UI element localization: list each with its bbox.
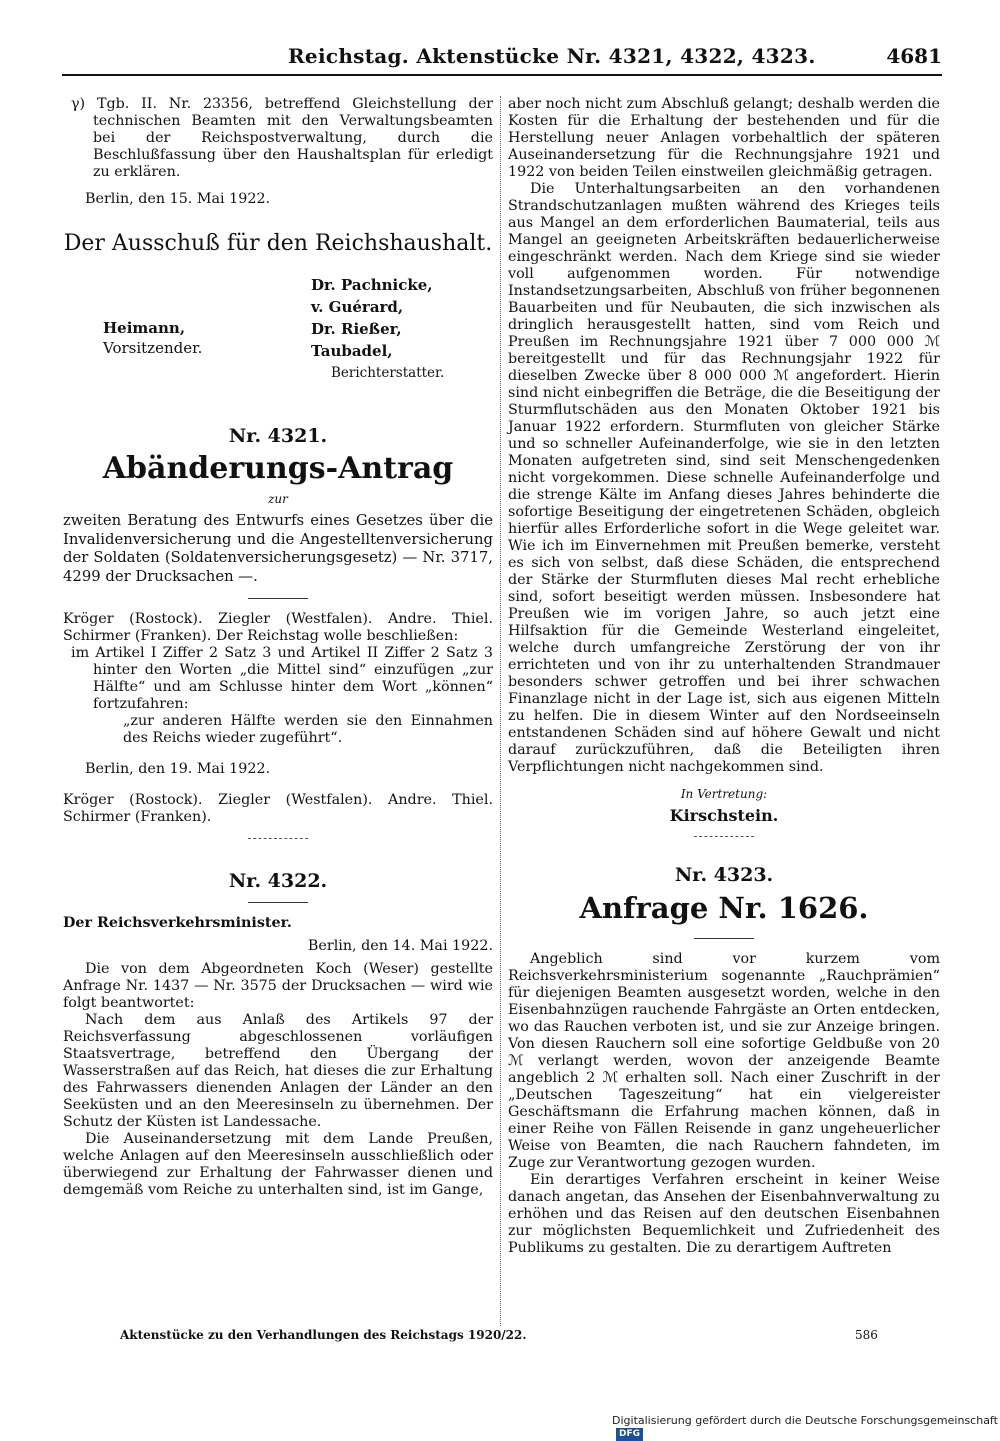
dfg-logo: DFG xyxy=(616,1428,643,1441)
signature-block xyxy=(63,274,493,390)
paragraph: Die Auseinandersetzung mit dem Lande Preußen, welche Anlagen auf den Meeresinseln ausschließlich oder überwiegend zur Erhaltung der Fahrwasser dienen und demgemäß vom Reiche zu unterhalten sind, ist im Gange, xyxy=(63,1131,493,1198)
chair-name: Heimann, xyxy=(103,319,186,337)
date-line: Berlin, den 14. Mai 1922. xyxy=(307,938,493,954)
separator-rule xyxy=(248,838,308,839)
document-number: Nr. 4323. xyxy=(674,864,774,886)
chair-role: Vorsitzender. xyxy=(103,339,203,357)
date-line: Berlin, den 15. Mai 1922. xyxy=(85,191,271,207)
sender-line: Der Reichsverkehrsminister. xyxy=(63,915,292,931)
separator-rule xyxy=(694,836,754,837)
signer-name: Dr. Pachnicke, xyxy=(311,276,433,294)
committee-title: Der Ausschuß für den Reichshaushalt. xyxy=(63,231,493,256)
signers-line: Kröger (Rostock). Ziegler (Westfalen). Andre. Thiel. Schirmer (Franken). xyxy=(63,792,493,825)
date-line: Berlin, den 19. Mai 1922. xyxy=(85,761,271,777)
document-title: Anfrage Nr. 1626. xyxy=(579,891,869,925)
signer-name: Taubadel, xyxy=(311,342,393,360)
paragraph: aber noch nicht zum Abschluß gelangt; deshalb werden die Kosten für die Erhaltung der bestehenden und für die Herstellung neuer Anlagen vorbehaltlich der späteren Auseinandersetzung für die Rechnungsjahre 1921 und 1922 von beiden Teilen einstweilen gleichmäßig getragen. xyxy=(508,96,940,180)
motion-quote: „zur anderen Hälfte werden sie den Einnahmen des Reichs wieder zugeführt“. xyxy=(123,713,493,746)
left-column xyxy=(63,96,493,1346)
rapporteur-names xyxy=(311,274,444,384)
credit-text: Digitalisierung gefördert durch die Deutsche Forschungsgemeinschaft xyxy=(612,1414,998,1427)
motion-text: im Artikel I Ziffer 2 Satz 3 und Artikel II Ziffer 2 Satz 3 hinter den Worten „die Mittel sind“ einzufügen „zur Hälfte“ und am Schlusse hinter dem Wort „können“ fortzufahren: xyxy=(71,645,493,712)
signature-number: 586 xyxy=(855,1328,878,1342)
right-column xyxy=(508,96,940,1346)
vertretung-line: In Vertretung: xyxy=(680,787,768,801)
running-title: Reichstag. Aktenstücke Nr. 4321, 4322, 4323. xyxy=(288,44,816,68)
document-number: Nr. 4321. xyxy=(228,425,328,447)
digitization-credit xyxy=(612,1414,1000,1441)
signer-name: Kirschstein. xyxy=(669,806,779,825)
separator-rule xyxy=(248,902,308,903)
footer-note: Aktenstücke zu den Verhandlungen des Reichstags 1920/22. xyxy=(120,1328,527,1342)
column-divider xyxy=(500,96,501,1326)
paragraph: Die Unterhaltungsarbeiten an den vorhandenen Strandschutzanlagen mußten während des Krieges teils aus Mangel an dem erforderlichen Baumaterial, teils aus Mangel an geeigneten Arbeitskräften bedauerlicherweise eingeschränkt werden. Nach dem Kriege sind sie wieder voll aufgenommen worden. Für notwendige Instandsetzungsarbeiten, Abschluß von früher begonnenen Bauarbeiten und für Neubauten, die sich inzwischen als dringlich herausgestellt hatten, sind vom Reich und Preußen im Rechnungsjahre 1921 über 7 000 000 ℳ bereitgestellt und für das Rechnungsjahr 1922 für dieselben Zwecke über 8 000 000 ℳ angefordert. Hierin sind nicht einbegriffen die Beträge, die die Beseitigung der Sturmflutschäden aus den Monaten Oktober 1921 bis Januar 1922 erfordern. Sturmfluten von gleicher Stärke und so schneller Aufeinanderfolge, wie sie in den letzten Monaten aufgetreten sind, sind seit Menschengedenken nicht vorgekommen. Diese schnelle Aufeinanderfolge und die strenge Kälte im Anfang dieses Jahres behinderte die sofortige Beseitigung der eingetretenen Schäden, obgleich hierfür alles Erforderliche sofort in die Wege geleitet war. Wie ich im Einvernehmen mit Preußen bemerke, versteht es sich von selbst, daß diese Schäden, die entsprechend der Stärke der Sturmfluten dieses Mal recht erhebliche sind, sofort beseitigt werden müssen. Insbesondere hat Preußen wie im vorigen Jahre, so auch jetzt eine Hilfsaktion für die Gemeinde Westerland eingeleitet, welche durch umfangreiche Zerstörung der von ihr errichteten und von ihr zu unterhaltenden Strandmauer besonders schwer getroffen und bei ihrer schwachen Finanzlage nicht in der Lage ist, sich aus eigenen Mitteln zu helfen. Die in diesem Winter auf den Nordseeinseln entstandenen Schäden sind auf höhere Gewalt und nicht darauf zurückzuführen, daß die Beteiligten ihren Verpflichtungen nicht nachgekommen sind. xyxy=(508,181,940,775)
signer-role: Berichterstatter. xyxy=(331,365,445,381)
signer-name: Dr. Rießer, xyxy=(311,320,402,338)
separator-rule xyxy=(248,598,308,599)
signer-name: v. Guérard, xyxy=(311,298,404,316)
motion-subject: zweiten Beratung des Entwurfs eines Gesetzes über die Invalidenversicherung und die Angestelltenversicherung der Soldaten (Soldatenversicherungsgesetz) — Nr. 3717, 4299 der Drucksachen —. xyxy=(63,512,493,585)
page-number: 4681 xyxy=(886,44,942,68)
separator-rule xyxy=(694,938,754,939)
paragraph: Ein derartiges Verfahren erscheint in keiner Weise danach angetan, das Ansehen der Eisenbahnverwaltung zu erhöhen und das Reisen auf den deutschen Eisenbahnen zur möglichsten Bequemlichkeit und Zufriedenheit des Publikums zu gestalten. Die zu derartigem Auftreten xyxy=(508,1172,940,1256)
chair-block xyxy=(103,318,202,358)
paragraph: Die von dem Abgeordneten Koch (Weser) gestellte Anfrage Nr. 1437 — Nr. 3575 der Drucksachen — wird wie folgt beantwortet: xyxy=(63,961,493,1011)
document-number: Nr. 4322. xyxy=(228,870,328,892)
paragraph: Angeblich sind vor kurzem vom Reichsverkehrsministerium sogenannte „Rauchprämien“ für diejenigen Beamten ausgesetzt worden, welche in den Eisenbahnzügen rauchende Fahrgäste an Orten entdecken, wo das Rauchen verboten ist, und sie zur Anzeige bringen. Von diesen Rauchern soll eine sofortige Geldbuße von 20 ℳ verlangt werden, wovon der anzeigende Beamte angeblich 2 ℳ erhalten soll. Nach einer Zuschrift in der „Deutschen Tageszeitung“ hat ein vielgereister Geschäftsmann die Erfahrung machen können, daß in einer Reihe von Fällen Reisende in ganz ungeheuerlicher Weise von Beamten, die nach Rauchern fahndeten, im Zuge zur Verantwortung gezogen wurden. xyxy=(508,951,940,1171)
page-header xyxy=(62,44,942,76)
paragraph: Nach dem aus Anlaß des Artikels 97 der Reichsverfassung abgeschlossenen vorläufigen Staatsvertrage, betreffend den Übergang der Wasserstraßen auf das Reich, hat dieses die zur Erhaltung des Fahrwassers dienenden Anlagen der Länder an den Seeküsten und an den Meeresinseln zu übernehmen. Der Schutz der Küsten ist Landessache. xyxy=(63,1012,493,1130)
movers-line: Kröger (Rostock). Ziegler (Westfalen). Andre. Thiel. Schirmer (Franken). Der Reichstag wolle beschließen: xyxy=(63,611,493,644)
subtitle-word: zur xyxy=(268,492,288,506)
document-title: Abänderungs-Antrag xyxy=(102,451,454,486)
item-gamma: γ) Tgb. II. Nr. 23356, betreffend Gleichstellung der technischen Beamten mit den Verwaltungsbeamten bei der Reichspostverwaltung, durch die Beschlußfassung über den Haushaltsplan für erledigt zu erklären. xyxy=(71,96,493,180)
